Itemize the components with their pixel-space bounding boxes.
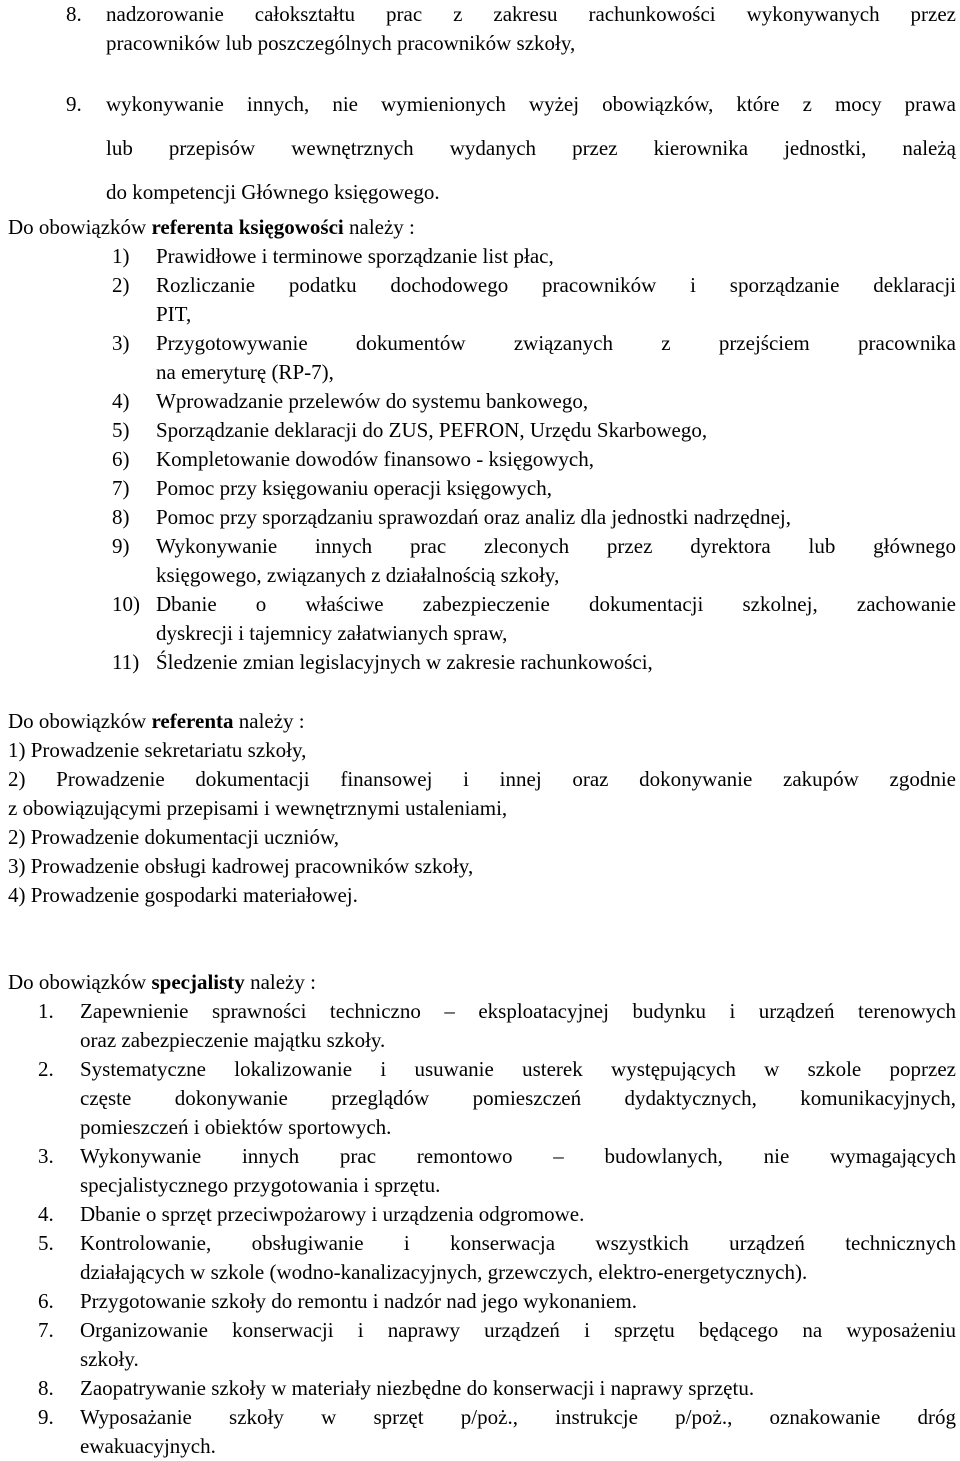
list-item xyxy=(112,387,956,416)
item-number: 9) xyxy=(112,534,130,558)
list-item xyxy=(66,0,956,58)
list-item xyxy=(112,590,956,648)
item-number: 7. xyxy=(38,1318,54,1342)
item-line: pracowników lub poszczególnych pracowników szkoły, xyxy=(106,31,576,55)
item-line: na emeryturę (RP-7), xyxy=(156,360,334,384)
item-line: Dbanie o właściwe zabezpieczenie dokumentacji szkolnej, zachowanie xyxy=(156,592,956,616)
item-line: Kompletowanie dowodów finansowo - księgowych, xyxy=(156,447,595,471)
item-line: Przygotowywanie dokumentów związanych z przejściem pracownika xyxy=(156,331,956,355)
item-line: lub przepisów wewnętrznych wydanych przez kierownika jednostki, należą xyxy=(106,136,956,160)
item-number: 2. xyxy=(38,1057,54,1081)
duty-line: 1) Prowadzenie sekretariatu szkoły, xyxy=(8,738,307,762)
list-item xyxy=(112,271,956,329)
item-line: do kompetencji Głównego księgowego. xyxy=(106,180,440,204)
item-line: dyskrecji i tajemnicy załatwianych spraw, xyxy=(156,621,508,645)
item-number: 3. xyxy=(38,1144,54,1168)
section-heading: Do obowiązków referenta księgowości należy : xyxy=(8,215,415,239)
item-number: 1. xyxy=(38,999,54,1023)
item-line: księgowego, związanych z działalnością szkoły, xyxy=(156,563,560,587)
duty-line: 4) Prowadzenie gospodarki materiałowej. xyxy=(8,883,358,907)
item-number: 3) xyxy=(112,331,130,355)
item-number: 4) xyxy=(112,389,130,413)
item-number: 6. xyxy=(38,1289,54,1313)
list-item xyxy=(112,503,956,532)
duty-line: 2) Prowadzenie dokumentacji finansowej i innej oraz dokonywanie zakupów zgodnie xyxy=(8,767,956,791)
item-line: pomieszczeń i obiektów sportowych. xyxy=(80,1115,392,1139)
item-line: Kontrolowanie, obsługiwanie i konserwacja wszystkich urządzeń technicznych xyxy=(80,1231,956,1255)
list-item xyxy=(112,329,956,387)
list-item xyxy=(38,1287,956,1316)
list-item xyxy=(112,416,956,445)
item-number: 6) xyxy=(112,447,130,471)
item-number: 8. xyxy=(38,1376,54,1400)
item-line: Pomoc przy księgowaniu operacji księgowych, xyxy=(156,476,552,500)
item-number: 8) xyxy=(112,505,130,529)
item-line: Przygotowanie szkoły do remontu i nadzór nad jego wykonaniem. xyxy=(80,1289,637,1313)
duty-line: 2) Prowadzenie dokumentacji uczniów, xyxy=(8,825,340,849)
duties-list xyxy=(8,736,956,910)
item-line: częste dokonywanie przeglądów pomieszczeń dydaktycznych, komunikacyjnych, xyxy=(80,1086,956,1110)
item-line: nadzorowanie całokształtu prac z zakresu rachunkowości wykonywanych przez xyxy=(106,2,956,26)
item-number: 5) xyxy=(112,418,130,442)
item-line: Zaopatrywanie szkoły w materiały niezbędne do konserwacji i naprawy sprzętu. xyxy=(80,1376,755,1400)
list-item xyxy=(66,82,956,214)
list-item xyxy=(112,474,956,503)
item-line: Pomoc przy sporządzaniu sprawozdań oraz analiz dla jednostki nadrzędnej, xyxy=(156,505,792,529)
item-number: 2) xyxy=(112,273,130,297)
item-number: 9. xyxy=(38,1405,54,1429)
list-item xyxy=(112,532,956,590)
item-line: Rozliczanie podatku dochodowego pracowników i sporządzanie deklaracji xyxy=(156,273,956,297)
item-number: 10) xyxy=(112,592,140,616)
duty-line: z obowiązującymi przepisami i wewnętrznymi ustaleniami, xyxy=(8,796,508,820)
item-line: Wprowadzanie przelewów do systemu bankowego, xyxy=(156,389,589,413)
item-line: Wyposażanie szkoły w sprzęt p/poż., instrukcje p/poż., oznakowanie dróg xyxy=(80,1405,956,1429)
item-line: Dbanie o sprzęt przeciwpożarowy i urządzenia odgromowe. xyxy=(80,1202,585,1226)
item-number: 11) xyxy=(112,650,140,674)
section-heading: Do obowiązków specjalisty należy : xyxy=(8,970,316,994)
list-item xyxy=(112,242,956,271)
item-number: 5. xyxy=(38,1231,54,1255)
item-number: 9. xyxy=(66,92,82,116)
item-line: szkoły. xyxy=(80,1347,139,1371)
list-item xyxy=(38,1403,956,1461)
section-heading: Do obowiązków referenta należy : xyxy=(8,709,305,733)
duty-line: 3) Prowadzenie obsługi kadrowej pracowników szkoły, xyxy=(8,854,474,878)
item-line: wykonywanie innych, nie wymienionych wyżej obowiązków, które z mocy prawa xyxy=(106,92,956,116)
item-line: specjalistycznego przygotowania i sprzętu. xyxy=(80,1173,441,1197)
role-name: specjalisty xyxy=(151,970,245,994)
item-line: Śledzenie zmian legislacyjnych w zakresie rachunkowości, xyxy=(156,650,653,674)
list-item xyxy=(38,1142,956,1200)
item-number: 8. xyxy=(66,2,82,26)
list-item xyxy=(38,1200,956,1229)
item-line: oraz zabezpieczenie majątku szkoły. xyxy=(80,1028,386,1052)
list-item xyxy=(112,445,956,474)
list-item xyxy=(38,1316,956,1374)
item-line: ewakuacyjnych. xyxy=(80,1434,216,1458)
item-line: Systematyczne lokalizowanie i usuwanie usterek występujących w szkole poprzez xyxy=(80,1057,956,1081)
item-line: Wykonywanie innych prac zleconych przez dyrektora lub głównego xyxy=(156,534,956,558)
role-name: referenta księgowości xyxy=(151,215,344,239)
list-item xyxy=(38,1374,956,1403)
list-item xyxy=(112,648,956,677)
item-number: 7) xyxy=(112,476,130,500)
list-item xyxy=(38,1229,956,1287)
item-line: działających w szkole (wodno-kanalizacyjnych, grzewczych, elektro-energetycznych). xyxy=(80,1260,808,1284)
list-item xyxy=(38,1055,956,1142)
item-number: 1) xyxy=(112,244,130,268)
item-line: Prawidłowe i terminowe sporządzanie list płac, xyxy=(156,244,554,268)
item-line: Wykonywanie innych prac remontowo – budowlanych, nie wymagających xyxy=(80,1144,956,1168)
item-line: Organizowanie konserwacji i naprawy urządzeń i sprzętu będącego na wyposażeniu xyxy=(80,1318,956,1342)
list-item xyxy=(38,997,956,1055)
item-line: PIT, xyxy=(156,302,192,326)
item-line: Sporządzanie deklaracji do ZUS, PEFRON, Urzędu Skarbowego, xyxy=(156,418,708,442)
item-number: 4. xyxy=(38,1202,54,1226)
item-line: Zapewnienie sprawności techniczno – eksploatacyjnej budynku i urządzeń terenowych xyxy=(80,999,956,1023)
role-name: referenta xyxy=(151,709,234,733)
